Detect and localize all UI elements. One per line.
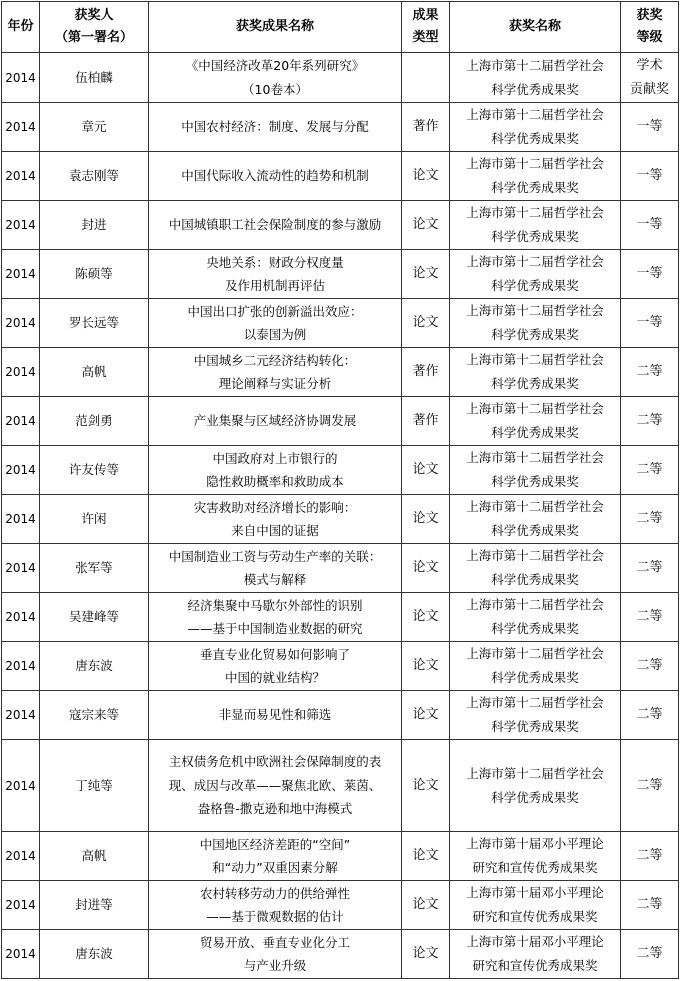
type-cell: 论文: [402, 250, 450, 299]
title-cell-line: （10卷本）: [242, 81, 308, 97]
grade-cell-line: 二等: [636, 777, 663, 793]
award-cell-line: 上海市第十二届哲学社会: [466, 499, 604, 514]
title-cell-line: 贸易开放、垂直专业化分工: [199, 934, 350, 950]
table-row: [2, 348, 679, 397]
award-cell-line: 科学优秀成果奖: [491, 180, 579, 195]
title-cell-line: 产业集聚与区域经济协调发展: [193, 413, 357, 429]
type-cell: 论文: [402, 544, 450, 593]
award-cell-line: 科学优秀成果奖: [491, 572, 579, 587]
type-cell: 论文: [402, 446, 450, 495]
table-row: [2, 544, 679, 593]
table-row: [2, 593, 679, 642]
year-cell: 2014: [2, 593, 40, 642]
type-cell: 论文: [402, 691, 450, 740]
year-cell: 2014: [2, 691, 40, 740]
type-cell: 著作: [402, 348, 450, 397]
award-cell-line: 研究和宣传优秀成果奖: [472, 958, 598, 973]
award-cell-line: 上海市第十二届哲学社会: [466, 401, 604, 416]
winner-cell: 章元: [40, 103, 149, 152]
award-cell: [450, 446, 621, 495]
award-cell-line: 上海市第十二届哲学社会: [466, 352, 604, 367]
year-cell: 2014: [2, 152, 40, 201]
award-cell: [450, 348, 621, 397]
grade-cell-line: 二等: [636, 707, 663, 722]
title-cell-line: 隐性救助概率和救助成本: [206, 474, 344, 489]
title-cell-line: 中国政府对上市银行的: [212, 450, 338, 466]
title-cell: [149, 103, 402, 152]
title-cell-line: ——基于微观数据的估计: [206, 909, 344, 924]
grade-cell-line: 二等: [636, 364, 663, 379]
award-cell-line: 科学优秀成果奖: [491, 789, 579, 805]
winner-cell: 吴建峰等: [40, 593, 149, 642]
table-row: [2, 250, 679, 299]
title-cell: [149, 53, 402, 103]
winner-cell: 伍柏麟: [40, 53, 149, 103]
winner-cell: 许友传等: [40, 446, 149, 495]
award-cell-line: 上海市第十二届哲学社会: [466, 254, 604, 269]
award-cell: [450, 593, 621, 642]
title-cell-line: 理论阐释与实证分析: [218, 376, 332, 391]
award-cell: [450, 299, 621, 348]
year-cell: 2014: [2, 53, 40, 103]
grade-cell-line: 二等: [636, 658, 663, 673]
title-cell: [149, 691, 402, 740]
header-row: [2, 2, 679, 53]
table-row: [2, 299, 679, 348]
award-cell-line: 上海市第十二届哲学社会: [466, 765, 604, 781]
grade-cell: [621, 103, 679, 152]
header-award: 获奖名称: [450, 2, 621, 53]
grade-cell: [621, 250, 679, 299]
title-cell: [149, 593, 402, 642]
award-cell: [450, 495, 621, 544]
winner-cell: 封进: [40, 201, 149, 250]
title-cell: [149, 881, 402, 930]
title-cell: [149, 250, 402, 299]
grade-cell: [621, 881, 679, 930]
grade-cell-line: 二等: [636, 511, 663, 526]
winner-cell: 张军等: [40, 544, 149, 593]
grade-cell: [621, 691, 679, 740]
award-cell: [450, 832, 621, 881]
grade-cell: [621, 593, 679, 642]
title-cell-line: 中国的就业结构？: [224, 670, 325, 685]
award-cell: [450, 930, 621, 979]
award-cell: [450, 740, 621, 832]
year-cell: 2014: [2, 201, 40, 250]
grade-cell-line: 一等: [636, 168, 663, 183]
title-cell-line: 中国地区经济差距的“空间”: [199, 836, 351, 852]
grade-cell: [621, 299, 679, 348]
award-cell-line: 科学优秀成果奖: [491, 621, 579, 636]
year-cell: 2014: [2, 299, 40, 348]
grade-cell-line: 贡献奖: [629, 81, 669, 97]
award-cell-line: 上海市第十二届哲学社会: [466, 450, 604, 465]
year-cell: 2014: [2, 446, 40, 495]
grade-cell-line: 一等: [636, 315, 663, 330]
grade-cell-line: 二等: [636, 413, 663, 428]
table-row: [2, 152, 679, 201]
year-cell: 2014: [2, 881, 40, 930]
title-cell: [149, 832, 402, 881]
grade-cell-line: 一等: [636, 266, 663, 281]
grade-cell: [621, 201, 679, 250]
grade-cell-line: 二等: [636, 848, 663, 863]
type-cell: 论文: [402, 152, 450, 201]
header-grade-line: 等级: [636, 30, 663, 45]
type-cell: 论文: [402, 832, 450, 881]
header-winner: [40, 2, 149, 53]
year-cell: 2014: [2, 740, 40, 832]
awards-table: [1, 1, 679, 979]
award-cell-line: 科学优秀成果奖: [491, 376, 579, 391]
table-row: [2, 642, 679, 691]
title-cell-line: 中国制造业工资与劳动生产率的关联：: [168, 548, 382, 564]
table-row: [2, 397, 679, 446]
award-cell-line: 科学优秀成果奖: [491, 229, 579, 244]
award-cell-line: 上海市第十届邓小平理论: [466, 885, 604, 900]
award-cell-line: 上海市第十届邓小平理论: [466, 934, 604, 949]
award-cell-line: 科学优秀成果奖: [491, 523, 579, 538]
header-winner-line: 获奖人: [74, 8, 114, 23]
header-winner-line: （第一署名）: [54, 30, 133, 45]
title-cell: [149, 930, 402, 979]
title-cell-line: 经济集聚中马歇尔外部性的识别: [187, 597, 363, 613]
year-cell: 2014: [2, 930, 40, 979]
header-grade: [621, 2, 679, 53]
type-cell: 论文: [402, 495, 450, 544]
table-row: [2, 691, 679, 740]
title-cell-line: 盎格鲁-撒克逊和地中海模式: [197, 801, 353, 817]
title-cell: [149, 348, 402, 397]
award-cell-line: 上海市第十二届哲学社会: [466, 205, 604, 220]
winner-cell: 封进等: [40, 881, 149, 930]
title-cell-line: 来自中国的证据: [231, 523, 319, 538]
type-cell: 著作: [402, 397, 450, 446]
year-cell: 2014: [2, 642, 40, 691]
year-cell: 2014: [2, 495, 40, 544]
type-cell: 论文: [402, 930, 450, 979]
award-cell-line: 上海市第十二届哲学社会: [466, 303, 604, 318]
title-cell: [149, 201, 402, 250]
title-cell-line: 中国代际收入流动性的趋势和机制: [181, 168, 369, 184]
grade-cell-line: 二等: [636, 560, 663, 575]
grade-cell-line: 二等: [636, 946, 663, 961]
title-cell-line: 中国农村经济：制度、发展与分配: [181, 119, 369, 135]
header-title: 获奖成果名称: [149, 2, 402, 53]
winner-cell: 许闲: [40, 495, 149, 544]
award-cell: [450, 881, 621, 930]
year-cell: 2014: [2, 250, 40, 299]
title-cell-line: ——基于中国制造业数据的研究: [187, 621, 363, 636]
type-cell: 论文: [402, 881, 450, 930]
award-cell: [450, 691, 621, 740]
award-cell-line: 上海市第十二届哲学社会: [466, 695, 604, 710]
award-cell-line: 研究和宣传优秀成果奖: [472, 909, 598, 924]
award-cell: [450, 544, 621, 593]
grade-cell: [621, 544, 679, 593]
grade-cell-line: 一等: [636, 217, 663, 232]
award-cell-line: 上海市第十届邓小平理论: [466, 836, 604, 851]
award-cell: [450, 642, 621, 691]
table-row: [2, 930, 679, 979]
title-cell-line: 《中国经济改革20年系列研究》: [185, 58, 365, 73]
winner-cell: 罗长远等: [40, 299, 149, 348]
award-cell: [450, 250, 621, 299]
header-year: 年份: [2, 2, 40, 53]
title-cell-line: 中国出口扩张的创新溢出效应：: [187, 303, 363, 319]
type-cell: 论文: [402, 201, 450, 250]
winner-cell: 陈硕等: [40, 250, 149, 299]
table-row: [2, 53, 679, 103]
winner-cell: 丁纯等: [40, 740, 149, 832]
award-cell-line: 上海市第十二届哲学社会: [466, 597, 604, 612]
winner-cell: 高帆: [40, 348, 149, 397]
year-cell: 2014: [2, 348, 40, 397]
table-row: [2, 201, 679, 250]
table-row: [2, 881, 679, 930]
grade-cell: [621, 642, 679, 691]
title-cell-line: 中国城镇职工社会保险制度的参与激励: [168, 217, 382, 233]
title-cell-line: 央地关系：财政分权度量: [206, 254, 344, 270]
table-row: [2, 446, 679, 495]
winner-cell: 唐东波: [40, 642, 149, 691]
header-type: [402, 2, 450, 53]
type-cell: 论文: [402, 642, 450, 691]
award-cell-line: 上海市第十二届哲学社会: [466, 57, 604, 73]
award-cell-line: 上海市第十二届哲学社会: [466, 156, 604, 171]
title-cell: [149, 642, 402, 691]
title-cell: [149, 495, 402, 544]
title-cell-line: 主权债务危机中欧洲社会保障制度的表: [168, 754, 382, 770]
award-cell-line: 科学优秀成果奖: [491, 425, 579, 440]
award-cell: [450, 53, 621, 103]
grade-cell: [621, 152, 679, 201]
year-cell: 2014: [2, 103, 40, 152]
winner-cell: 袁志刚等: [40, 152, 149, 201]
award-cell-line: 科学优秀成果奖: [491, 474, 579, 489]
award-cell-line: 上海市第十二届哲学社会: [466, 548, 604, 563]
title-cell: [149, 446, 402, 495]
title-cell-line: 和“动力”双重因素分解: [212, 860, 338, 875]
year-cell: 2014: [2, 544, 40, 593]
title-cell: [149, 299, 402, 348]
award-cell-line: 科学优秀成果奖: [491, 670, 579, 685]
winner-cell: 唐东波: [40, 930, 149, 979]
grade-cell: [621, 53, 679, 103]
table-row: [2, 832, 679, 881]
title-cell-line: 以泰国为例: [243, 327, 307, 342]
title-cell: [149, 152, 402, 201]
award-cell-line: 科学优秀成果奖: [491, 719, 579, 734]
title-cell-line: 非显而易见性和筛选: [218, 707, 332, 723]
winner-cell: 范剑勇: [40, 397, 149, 446]
award-cell: [450, 201, 621, 250]
grade-cell: [621, 930, 679, 979]
title-cell: [149, 544, 402, 593]
award-cell-line: 科学优秀成果奖: [491, 327, 579, 342]
title-cell: [149, 740, 402, 832]
table-body: [2, 53, 679, 979]
type-cell: [402, 53, 450, 103]
grade-cell-line: 二等: [636, 897, 663, 912]
winner-cell: 寇宗来等: [40, 691, 149, 740]
title-cell-line: 中国城乡二元经济结构转化：: [193, 352, 357, 368]
grade-cell-line: 二等: [636, 609, 663, 624]
type-cell: 论文: [402, 593, 450, 642]
award-cell-line: 上海市第十二届哲学社会: [466, 107, 604, 122]
title-cell-line: 与产业升级: [243, 958, 307, 973]
grade-cell: [621, 832, 679, 881]
award-cell-line: 研究和宣传优秀成果奖: [472, 860, 598, 875]
year-cell: 2014: [2, 397, 40, 446]
grade-cell-line: 一等: [636, 119, 663, 134]
grade-cell: [621, 348, 679, 397]
award-cell-line: 科学优秀成果奖: [491, 131, 579, 146]
grade-cell: [621, 740, 679, 832]
winner-cell: 高帆: [40, 832, 149, 881]
title-cell-line: 现、成因与改革——聚焦北欧、莱茵、: [168, 777, 382, 793]
type-cell: 著作: [402, 103, 450, 152]
title-cell-line: 垂直专业化贸易如何影响了: [199, 646, 350, 662]
award-cell-line: 科学优秀成果奖: [491, 278, 579, 293]
type-cell: 论文: [402, 299, 450, 348]
grade-cell-line: 学术: [636, 57, 663, 73]
table-row: [2, 103, 679, 152]
award-cell-line: 上海市第十二届哲学社会: [466, 646, 604, 661]
grade-cell: [621, 446, 679, 495]
grade-cell: [621, 495, 679, 544]
year-cell: 2014: [2, 832, 40, 881]
award-cell: [450, 152, 621, 201]
type-cell: 论文: [402, 740, 450, 832]
award-cell-line: 科学优秀成果奖: [491, 81, 579, 97]
grade-cell: [621, 397, 679, 446]
title-cell: [149, 397, 402, 446]
table-row: [2, 740, 679, 832]
title-cell-line: 及作用机制再评估: [224, 278, 325, 293]
award-cell: [450, 103, 621, 152]
title-cell-line: 灾害救助对经济增长的影响：: [193, 499, 357, 515]
title-cell-line: 农村转移劳动力的供给弹性: [199, 885, 350, 901]
grade-cell-line: 二等: [636, 462, 663, 477]
title-cell-line: 模式与解释: [243, 572, 307, 587]
header-type-line: 类型: [412, 30, 439, 45]
header-type-line: 成果: [412, 8, 439, 23]
award-cell: [450, 397, 621, 446]
table-row: [2, 495, 679, 544]
header-grade-line: 获奖: [636, 8, 663, 23]
